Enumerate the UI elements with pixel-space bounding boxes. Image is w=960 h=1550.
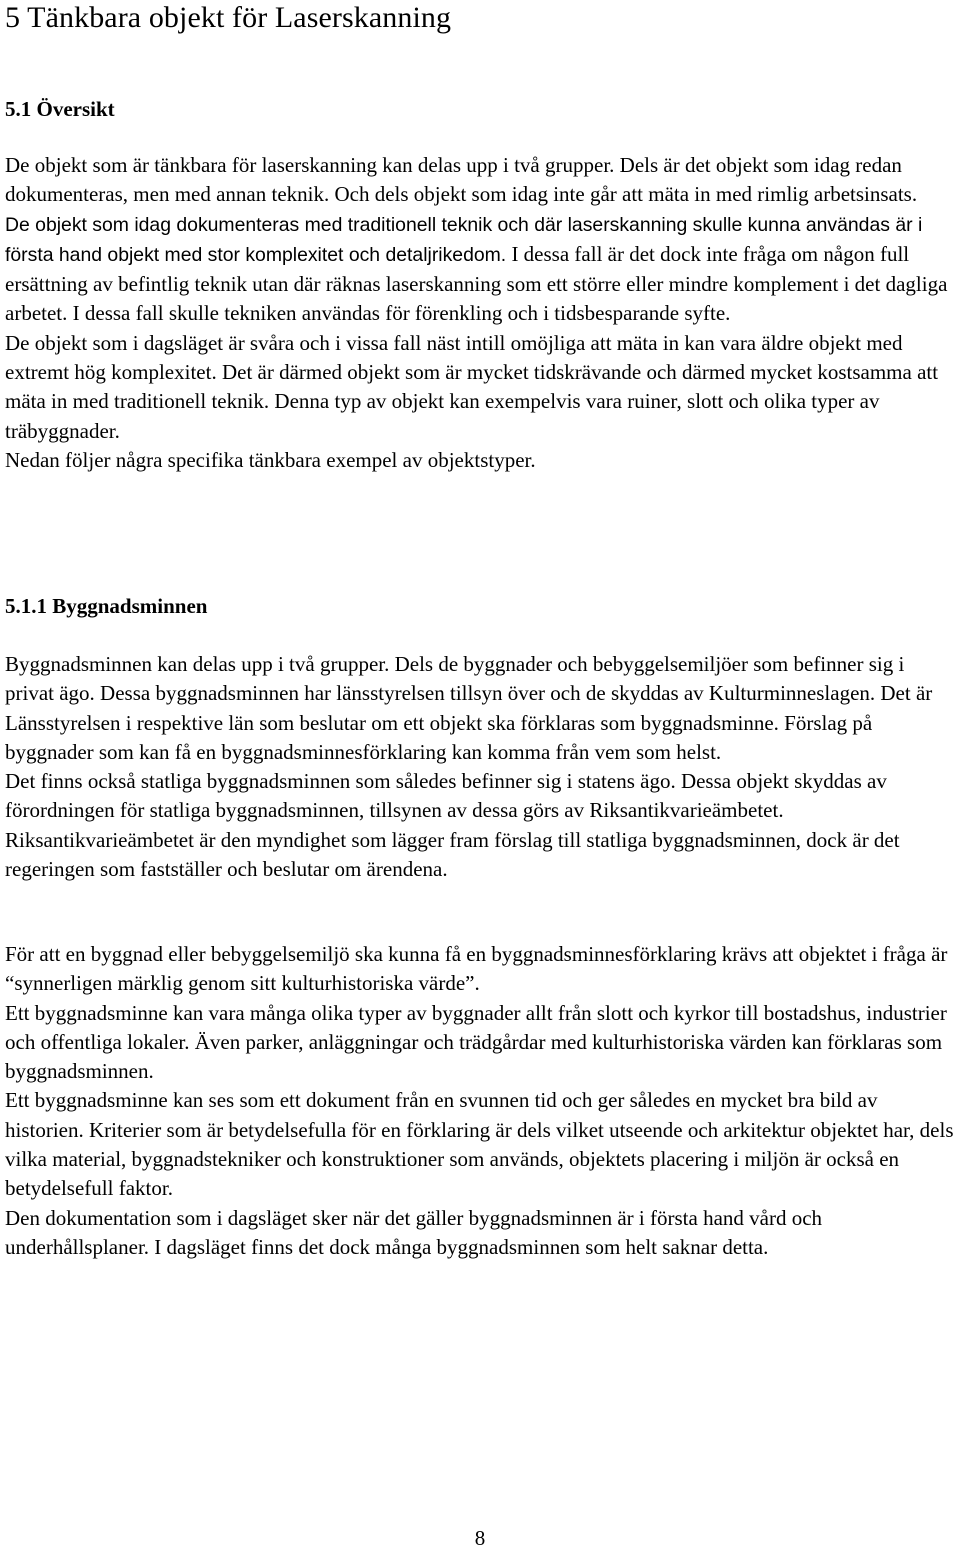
paragraph-forklaring-krav: För att en byggnad eller bebyggelsemiljö ska kunna få en byggnadsminnesförklaring krävs att objektet i fråga är “synnerligen märklig genom sitt kulturhistoriska värde”. [5,942,948,996]
section-heading-oversikt: 5.1 Översikt [5,97,115,121]
paragraph-grupper: De objekt som är tänkbara för laserskanning kan delas upp i två grupper. Dels är det objekt som idag redan dokumenteras, men med annan teknik. Och dels objekt som idag inte går att mäta in med rimlig arbetsinsats. [5,153,918,207]
section-body-oversikt [5,151,957,475]
paragraph-dokument-historien: Ett byggnadsminne kan ses som ett dokument från en svunnen tid och ger således en mycket bra bild av historien. Kriterier som är betydelsefulla för en förklaring är dels vilket utseende och arkitektur objektet har, dels vilka material, byggnadstekniker och konstruktioner som används, objektets placering i miljön är också en betydelsefull faktor. [5,1088,954,1201]
sans-sentence: De objekt som idag dokumenteras med traditionell teknik och där laserskanning skulle kunna användas är i första hand objekt med stor komplexitet och detaljrikedom. [5,213,923,266]
paragraph-exempel-intro: Nedan följer några specifika tänkbara exempel av objektstyper. [5,447,536,472]
section-body-byggnadsminnen-part2 [5,940,957,1262]
paragraph-svara-objekt: De objekt som i dagsläget är svåra och i vissa fall näst intill omöjliga att mäta in kan vara äldre objekt med extremt hög komplexitet. Det är därmed objekt som är mycket tidskrävande och därmed mycket kostsamma att mäta in med traditionell teknik. Denna typ av objekt kan exempelvis vara ruiner, slott och olika typer av träbyggnader. [5,330,939,443]
serif-sentence: I dessa fall är det dock inte fråga om någon full ersättning av befintlig teknik utan där räknas laserskanning som ett större eller mindre komplement i det dagliga arbetet. I dessa fall skulle tekniken användas för förenkling och i tidsbesparande syfte. [5,241,948,326]
section-heading-byggnadsminnen: 5.1.1 Byggnadsminnen [5,594,208,618]
paragraph-statliga: Det finns också statliga byggnadsminnen som således befinner sig i statens ägo. Dessa objekt skyddas av förordningen för statliga byggnadsminnen, tillsynen av dessa görs av Riksantikvarieämbetet. Riksantikvarieämbetet är den myndighet som lägger fram förslag till statliga byggnadsminnen, dock är det regeringen som fastställer och beslutar om ärendena. [5,769,900,882]
paragraph-traditionell-teknik [5,210,957,329]
section-body-byggnadsminnen-part1 [5,650,957,884]
chapter-title: 5 Tänkbara objekt för Laserskanning [5,1,452,34]
paragraph-dokumentation: Den dokumentation som i dagsläget sker när det gäller byggnadsminnen är i första hand vård och underhållsplaner. I dagsläget finns det dock många byggnadsminnen som helt saknar detta. [5,1205,823,1259]
page-number: 8 [474,1526,486,1550]
document-page [5,0,957,1259]
paragraph-tva-grupper: Byggnadsminnen kan delas upp i två grupper. Dels de byggnader och bebyggelsemiljöer som befinner sig i privat ägo. Dessa byggnadsminnen har länsstyrelsen tillsyn över och de skyddas av Kulturminneslagen. Det är Länsstyrelsen i respektive län som beslutar om ett objekt ska förklaras som byggnadsminne. Förslag på byggnader som kan få en byggnadsminnesförklaring kan komma från vem som helst. [5,652,933,764]
paragraph-typer: Ett byggnadsminne kan vara många olika typer av byggnader allt från slott och kyrkor till bostadshus, industrier och offentliga lokaler. Även parker, anläggningar och trädgårdar med kulturhistoriska värden kan förklaras som byggnadsminnen. [5,1000,947,1084]
